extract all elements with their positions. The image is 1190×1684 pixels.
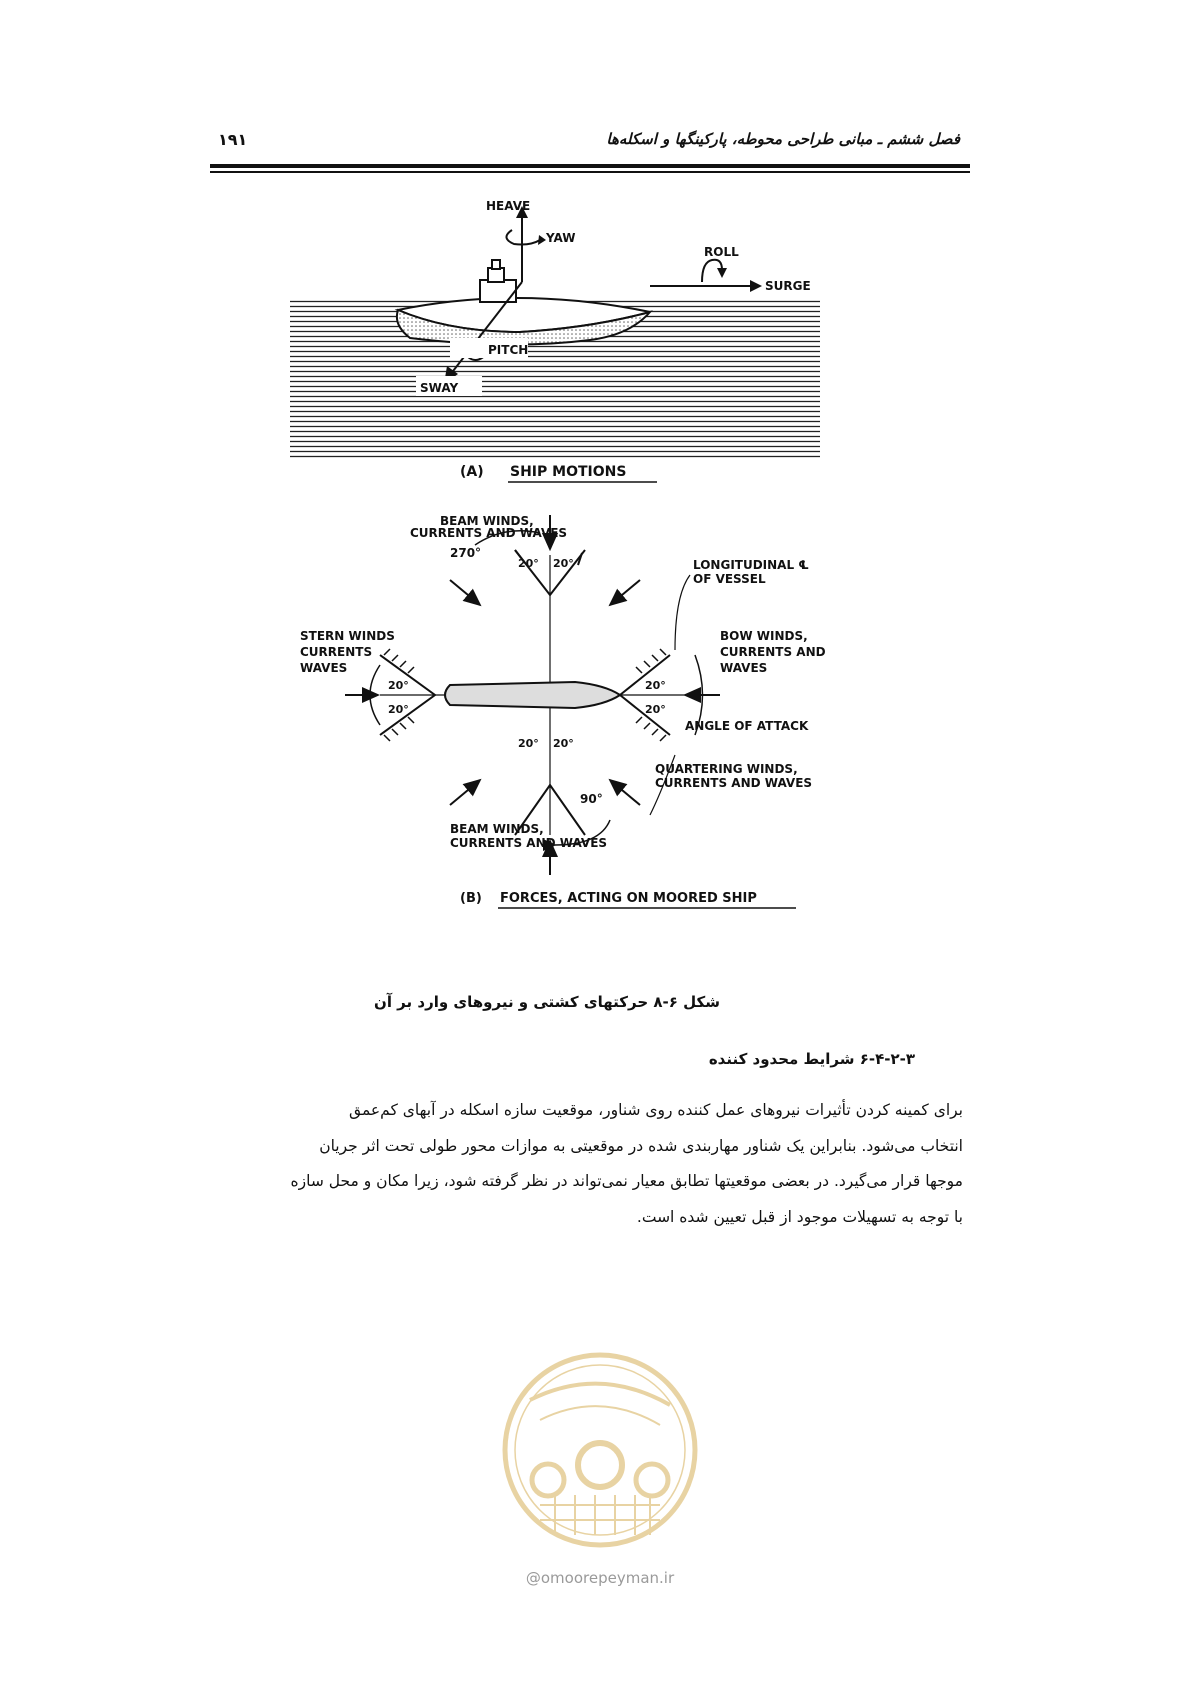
yaw-arrow: [506, 230, 540, 245]
header-rule-thin: [210, 171, 970, 173]
stern-line2: CURRENTS: [300, 645, 373, 659]
watermark-logo: [500, 1345, 700, 1555]
longitudinal-line2: OF VESSEL: [693, 572, 766, 586]
ship-funnel: [492, 260, 500, 269]
label-heave: HEAVE: [486, 200, 531, 213]
figure-caption: شکل ۶-۸ حرکتهای کشتی و نیروهای وارد بر آن: [374, 993, 720, 1011]
label-surge: SURGE: [765, 279, 811, 293]
bow-line2: CURRENTS AND: [720, 645, 826, 659]
beam-top-line1: BEAM WINDS,: [440, 515, 534, 528]
bottom-right-20: 20°: [553, 737, 574, 750]
paragraph-line: انتخاب می‌شود. بنابراین یک شناور مهاربندی شده در موقعیتی به موازات محور طولی تحت اثر جریان: [319, 1136, 963, 1155]
header-rule-thick: [210, 164, 970, 168]
right-lower-20: 20°: [645, 703, 666, 716]
left-upper-20: 20°: [388, 679, 409, 692]
figure-b-caption-title: FORCES, ACTING ON MOORED SHIP: [500, 891, 757, 906]
quarter-arrow-tr: [610, 580, 640, 605]
chapter-header-title: فصل ششم ـ مبانی طراحی محوطه، پارکینگها و اسکله‌ها: [606, 130, 960, 148]
stern-line3: WAVES: [300, 661, 348, 675]
top-left-20: 20°: [518, 557, 539, 570]
left-lower-20: 20°: [388, 703, 409, 716]
figure-a-caption-letter: (A): [460, 464, 484, 480]
quartering-line1: QUARTERING WINDS,: [655, 762, 798, 776]
paragraph-line: موجها قرار می‌گیرد. در بعضی موقعیتها تطابق معیار نمی‌تواند در نظر گرفته شود، زیرا مکان و محل سازه: [290, 1172, 963, 1190]
label-yaw: YAW: [546, 231, 576, 245]
figure-a-caption-title: SHIP MOTIONS: [510, 464, 627, 480]
stern-line1: STERN WINDS: [300, 629, 395, 643]
quartering-line2: CURRENTS AND WAVES: [655, 776, 813, 790]
watermark-url: @omoorepeyman.ir: [525, 1569, 675, 1587]
bow-line1: BOW WINDS,: [720, 629, 808, 643]
figure-b-caption-letter: (B): [460, 891, 482, 906]
moored-ship-hull: [445, 682, 620, 708]
ship-bridge: [488, 268, 504, 282]
body-paragraph: [218, 1093, 963, 1235]
label-270: 270°: [450, 546, 482, 560]
beam-top-line2: CURRENTS AND WAVES: [410, 526, 568, 540]
ship-superstructure: [480, 280, 516, 302]
label-sway: SWAY: [420, 381, 459, 395]
figure-b-forces-moored-ship: [300, 515, 860, 955]
right-upper-20: 20°: [645, 679, 666, 692]
top-right-20: 20°: [553, 557, 574, 570]
bottom-left-20: 20°: [518, 737, 539, 750]
quarter-arrow-tl: [450, 580, 480, 605]
label-roll: ROLL: [704, 245, 739, 259]
beam-bottom-line2: CURRENTS AND WAVES: [450, 836, 608, 850]
label-90: 90°: [580, 792, 603, 806]
section-heading: ۶-۴-۲-۳ شرایط محدود کننده: [708, 1050, 915, 1068]
longitudinal-line1: LONGITUDINAL ℄: [693, 558, 810, 572]
bow-line3: WAVES: [720, 661, 768, 675]
paragraph-line: برای کمینه کردن تأثیرات نیروهای عمل کننده روی شناور، موقعیت سازه اسکله در آبهای کم‌عمق: [349, 1101, 963, 1119]
label-pitch: PITCH: [488, 343, 529, 357]
quarter-arrow-br: [610, 780, 640, 805]
page-number: ۱۹۱: [218, 130, 248, 149]
quarter-arrow-bl: [450, 780, 480, 805]
angle-of-attack-label: ANGLE OF ATTACK: [685, 719, 809, 733]
paragraph-line: با توجه به تسهیلات موجود از قبل تعیین شده است.: [636, 1207, 963, 1226]
surge-arrowhead: [750, 280, 762, 292]
beam-bottom-line1: BEAM WINDS,: [450, 822, 544, 836]
figure-a-ship-motions: [290, 200, 830, 490]
longitudinal-leader: [675, 575, 690, 650]
